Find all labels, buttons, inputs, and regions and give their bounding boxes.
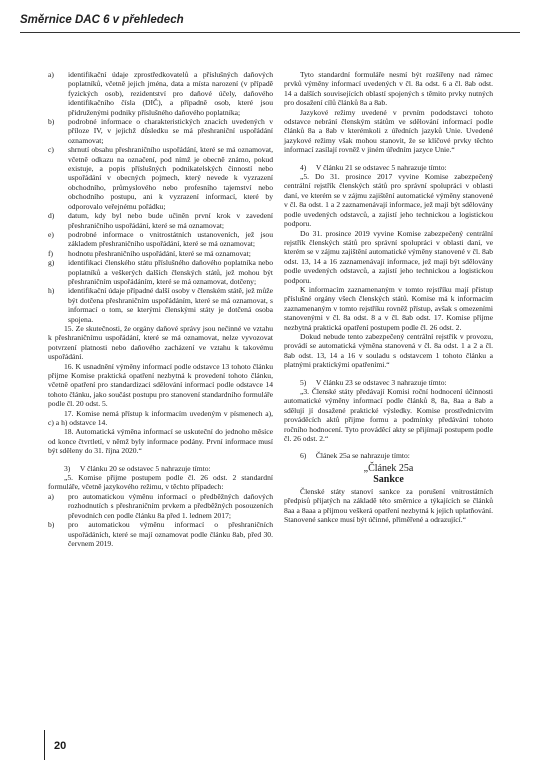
paragraph-forms-scope: Tyto standardní formuláře nesmí být rozšířeny nad rámec prvků výměny informací uvedených v čl. 8a odst. 6 a čl. 8ab odst. 14 a dalších souvisejících oblastí spojených s těmito prvky nutných pro dosažení cílů článků 8a a 8ab. xyxy=(284,70,493,108)
article-25a-text: Členské státy stanoví sankce za porušení vnitrostátních předpisů přijatých na základě této směrnice a týkajících se článků 8aa a 8aaa a přijmou veškerá opatření nezbytná k jejich uplatňování. Stanovené sankce musí být účinné, přiměřené a odrazující.“ xyxy=(284,486,493,525)
list-item-label: c) xyxy=(48,145,54,155)
paragraph-language-regime: Jazykové režimy uvedené v prvním pododstavci tohoto odstavce nebrání členským státům ve sdělování informací podle článků 8a a 8ab v kterémkoli z úředních jazyků Unie. Uvedené jazykové režimy však mohou stanovit, že se klíčové prvky těchto informací zasílají rovněž v jiném úředním jazyce Unie.“ xyxy=(284,107,493,155)
section-6-intro-text: Článek 25a se nahrazuje tímto: xyxy=(315,451,410,461)
paragraph-17: 17. Komise nemá přístup k informacím uvedeným v písmenech a), c) a h) odstavce 14. xyxy=(48,408,273,428)
list-item-text: pro automatickou výměnu informací o přeshraničních uspořádáních, které se mají oznamovat podle článku 8ab, před 30. červnem 2019. xyxy=(68,520,273,548)
list-item-label: e) xyxy=(48,229,54,239)
list-item xyxy=(48,117,273,145)
list-item xyxy=(48,258,273,286)
footer-rule xyxy=(44,730,45,760)
section-5-label: 5) xyxy=(300,377,307,387)
list-item-label: d) xyxy=(48,211,55,221)
section-3-intro-text: V článku 20 se odstavec 5 nahrazuje tímto: xyxy=(79,463,211,473)
section-3-label: 3) xyxy=(64,463,71,473)
list-item-label: a) xyxy=(48,70,54,79)
section-4-intro xyxy=(284,163,493,172)
list-item xyxy=(48,145,273,211)
list-item-label: f) xyxy=(48,248,54,258)
paragraph-16: 16. K usnadnění výměny informací podle odstavce 13 tohoto článku přijme Komise praktická opatření nezbytná k provedení tohoto článku, včetně opatření pro standardizaci sdělování informací podle odstavce 14 tohoto článku, jako součást postupu pro stanovení standardního formuláře podle čl. 20 odst. 5. xyxy=(48,361,273,409)
item-list-art20-5 xyxy=(48,492,273,548)
list-item xyxy=(48,70,273,117)
section-4-para-2: Do 31. prosince 2019 vyvine Komise zabezpečený centrální rejstřík členských států pro správní spolupráci v oblasti daní, ve kterém se v zájmu zajištění automatické výměny stanovené v čl. 8ab odst. 13, 14 a 16 zaznamenávají informace, jež mají být sdělovány podle uvedených odstavců, a zajistí jeho technickou a logistickou podporu. xyxy=(284,228,493,285)
list-item-label: b) xyxy=(48,520,55,530)
list-item-text: podrobné informace o vnitrostátních ustanoveních, jež jsou základem přeshraničního uspořádání, které se má oznamovat; xyxy=(68,229,273,249)
section-4-para-1: „5. Do 31. prosince 2017 vyvine Komise zabezpečený centrální rejstřík členských států pro správní spolupráci v oblasti daní, ve kterém se v zájmu zajištění automatické výměny stanovené v čl. 8a odst. 1 a 2 zaznamenávají informace, jež mají být sdělovány podle uvedených odstavců, a zajistí jeho technickou a logistickou podporu. xyxy=(284,172,493,229)
section-4-intro-text: V článku 21 se odstavec 5 nahrazuje tímto: xyxy=(315,162,447,172)
section-4-para-3: K informacím zaznamenaným v tomto rejstříku mají přístup příslušné orgány všech členských států. Komise má k informacím zaznamenaným v tomto rejstříku rovněž přístup, avšak s omezeními stanovenými v čl. 8a odst. 8 a v čl. 8ab odst. 17. Komise přijme nezbytná praktická opatření postupem podle čl. 26 odst. 2. xyxy=(284,284,493,332)
list-item-text: identifikaci členského státu příslušného daňového poplatníka nebo poplatníků a veškerých dalších členských států, jež mohou být přeshraničním uspořádáním, které se má oznamovat, dotčeny; xyxy=(68,258,273,286)
item-list-art8ab-14 xyxy=(48,70,273,324)
paragraph-18: 18. Automatická výměna informací se uskuteční do jednoho měsíce od konce čtvrtletí, v němž byly informace podány. První informace musí být sděleny do 31. října 2020.“ xyxy=(48,427,273,456)
list-item xyxy=(48,492,273,520)
list-item xyxy=(48,230,273,249)
list-item-text: pro automatickou výměnu informací o předběžných daňových rozhodnutích s přeshraničním prvkem a předběžných posouzeních převodních cen podle článku 8a před 1. lednem 2017; xyxy=(68,491,273,520)
list-item-label: a) xyxy=(48,491,54,501)
section-6-intro xyxy=(284,451,493,460)
list-item-label: b) xyxy=(48,117,55,127)
list-item xyxy=(48,249,273,258)
list-item-text: identifikační údaje případné další osoby v členském státě, jež může být dotčena přeshraničním uspořádáním, které se má oznamovat, s informací o tom, se kterými členskými státy je dotčená osoba spojena. xyxy=(68,286,273,324)
list-item-text: shrnutí obsahu přeshraničního uspořádání, které se má oznamovat, včetně odkazu na označení, pod nímž je obecně známo, pokud existuje, a popis příslušných podnikatelských činností nebo uspořádání v obecných pojmech, který nevede k vyzrazení obchodního, průmyslového nebo profesního tajemství nebo obchodního postupu, ani k vyzrazení informací, které by odporovalo veřejnému pořádku; xyxy=(68,145,273,211)
article-25a-title: „Článek 25a xyxy=(363,462,414,474)
section-3-intro xyxy=(48,464,273,473)
section-5-intro-text: V článku 23 se odstavec 3 nahrazuje tímto: xyxy=(315,377,447,387)
running-header xyxy=(20,6,520,33)
paragraph-15: 15. Ze skutečnosti, že orgány daňové správy jsou nečinné ve vztahu k přeshraničnímu uspořádání, které se má oznamovat, nelze vyvozovat potvrzení platnosti nebo daňového zacházení ve vztahu k takovému uspořádání. xyxy=(48,323,273,362)
list-item xyxy=(48,211,273,230)
section-4-label: 4) xyxy=(300,162,307,172)
list-item-label: h) xyxy=(48,286,55,296)
list-item-text: identifikační údaje zprostředkovatelů a příslušných daňových poplatníků, včetně jejich jména, data a místa narození (v případě fyzických osob), rezidentství pro daňové účely, daňového identifikačního čísla (DIČ), a případně osob, které jsou přidruženými podniky příslušného daňového poplatníka; xyxy=(68,70,273,117)
page-number: 20 xyxy=(54,740,67,752)
article-25a-subtitle: Sankce xyxy=(373,473,404,485)
list-item-text: podrobné informace o charakteristických znacích uvedených v příloze IV, v jejichž důsledku se má přeshraniční uspořádání oznamovat; xyxy=(68,117,273,145)
list-item-text: hodnotu přeshraničního uspořádání, které se má oznamovat; xyxy=(68,248,251,258)
list-item xyxy=(48,520,273,548)
list-item xyxy=(48,286,273,324)
section-5-para-1: „3. Členské státy předávají Komisi roční hodnocení účinnosti automatické výměny informací podle článků 8, 8a, 8aa a 8ab a sdělují jí dosažené praktické výsledky. Komise prostřednictvím prováděcích aktů přijme formu a podmínky předávání tohoto ročního hodnocení. Tyto prováděcí akty se přijímají postupem podle čl. 26 odst. 2.“ xyxy=(284,387,493,444)
right-column xyxy=(284,70,493,524)
section-6-label: 6) xyxy=(300,451,307,461)
section-5-intro xyxy=(284,378,493,387)
left-column xyxy=(48,70,273,548)
list-item-text: datum, kdy byl nebo bude učiněn první krok v zavedení přeshraničního uspořádání, které se má oznamovat; xyxy=(68,211,273,230)
list-item-label: g) xyxy=(48,258,55,268)
header-title: Směrnice DAC 6 v přehledech xyxy=(20,14,184,26)
section-4-para-4: Dokud nebude tento zabezpečený centrální rejstřík v provozu, provádí se automatická výměna stanovená v čl. 8a odst. 1 a 2 a čl. 8ab odst. 13, 14 a 16 v souladu s odstavcem 1 tohoto článku a platnými praktickými opatřeními.“ xyxy=(284,331,493,370)
section-3-text: „5. Komise přijme postupem podle čl. 26 odst. 2 standardní formuláře, včetně jazykového režimu, v těchto případech: xyxy=(48,473,273,492)
